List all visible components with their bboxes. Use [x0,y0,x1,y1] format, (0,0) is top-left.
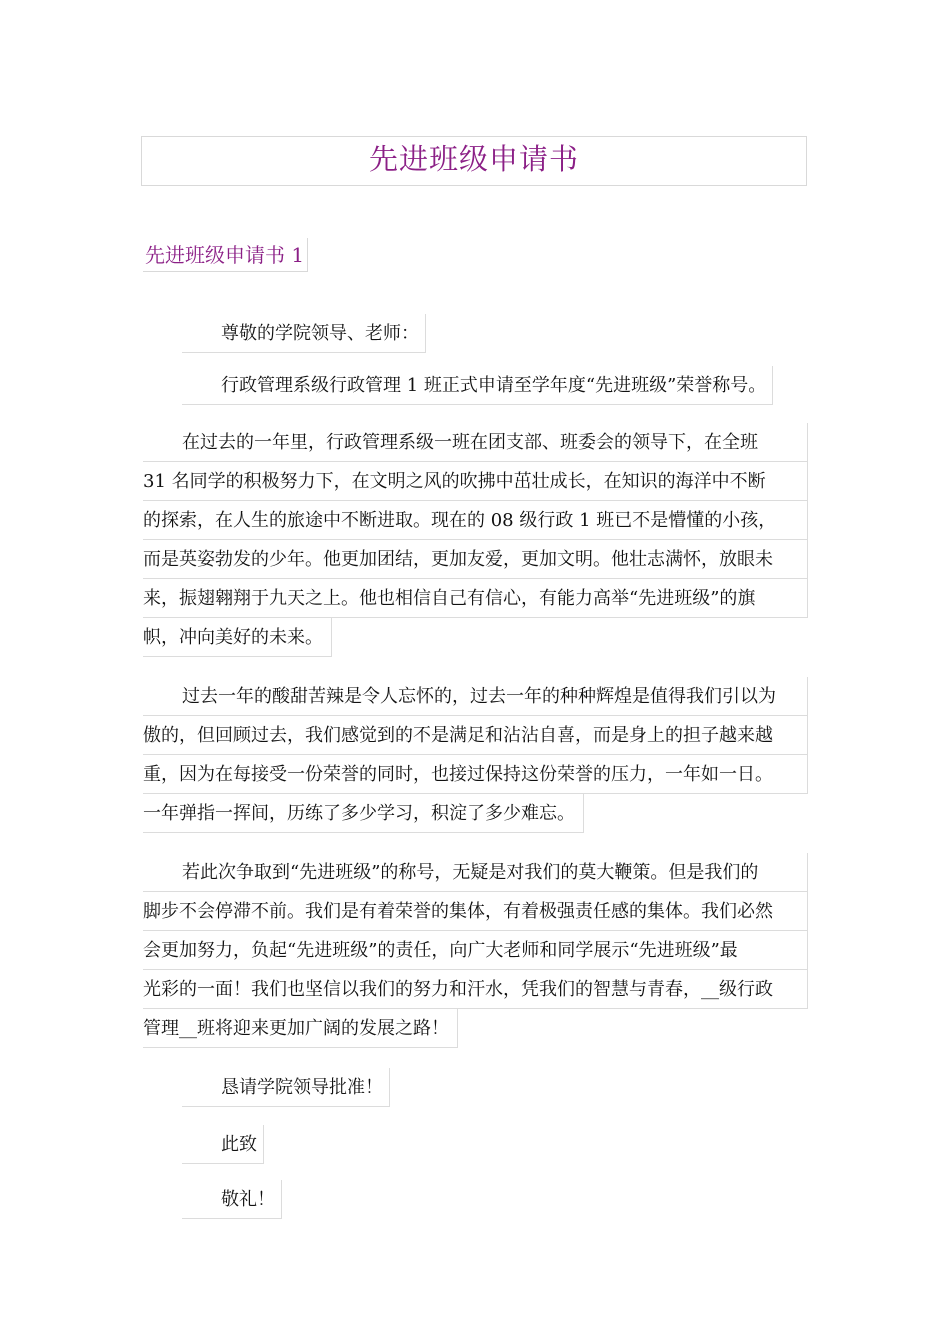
paragraph-line: 帜，冲向美好的未来。 [143,618,332,657]
closing-paragraph-1 [143,1125,264,1164]
intro-text: 行政管理系级行政管理 1 班正式申请至学年度“先进班级”荣誉称号。 [182,366,773,405]
intro-paragraph [143,366,773,405]
paragraph-line: 在过去的一年里，行政管理系级一班在团支部、班委会的领导下，在全班 [143,423,808,462]
paragraph-line: 31 名同学的积极努力下，在文明之风的吹拂中茁壮成长，在知识的海洋中不断 [143,462,808,501]
paragraph-line: 傲的，但回顾过去，我们感觉到的不是满足和沾沾自喜，而是身上的担子越来越 [143,716,808,755]
closing-paragraph-2 [143,1180,282,1219]
body-paragraph-2 [143,677,808,847]
paragraph-line: 一年弹指一挥间，历练了多少学习，积淀了多少难忘。 [143,794,584,833]
paragraph-line: 过去一年的酸甜苦辣是令人忘怀的，过去一年的种种辉煌是值得我们引以为 [143,677,808,716]
paragraph-line: 会更加努力，负起“先进班级”的责任，向广大老师和同学展示“先进班级”最 [143,931,808,970]
paragraph-line: 来，振翅翱翔于九天之上。他也相信自己有信心，有能力高举“先进班级”的旗 [143,579,808,618]
request-text: 恳请学院领导批准！ [182,1068,390,1107]
paragraph-line: 而是英姿勃发的少年。他更加团结，更加友爱，更加文明。他壮志满怀，放眼未 [143,540,808,579]
paragraph-line: 光彩的一面！我们也坚信以我们的努力和汗水，凭我们的智慧与青春，__级行政 [143,970,808,1009]
closing-text-1: 此致 [182,1125,264,1164]
paragraph-line: 脚步不会停滞不前。我们是有着荣誉的集体，有着极强责任感的集体。我们必然 [143,892,808,931]
paragraph-line: 若此次争取到“先进班级”的称号，无疑是对我们的莫大鞭策。但是我们的 [143,853,808,892]
body-paragraph-3 [143,853,808,1062]
body-paragraph-1 [143,423,808,671]
salutation-paragraph [143,314,426,353]
paragraph-line: 管理__班将迎来更加广阔的发展之路！ [143,1009,458,1048]
paragraph-line: 的探索，在人生的旅途中不断进取。现在的 08 级行政 1 班已不是懵懂的小孩， [143,501,808,540]
section-heading: 先进班级申请书 1 [143,238,308,272]
document-title-box [141,136,807,186]
closing-text-2: 敬礼！ [182,1180,282,1219]
paragraph-line: 重，因为在每接受一份荣誉的同时，也接过保持这份荣誉的压力，一年如一日。 [143,755,808,794]
request-paragraph [143,1068,390,1107]
salutation-text: 尊敬的学院领导、老师： [182,314,426,353]
document-title: 先进班级申请书 [368,142,579,176]
